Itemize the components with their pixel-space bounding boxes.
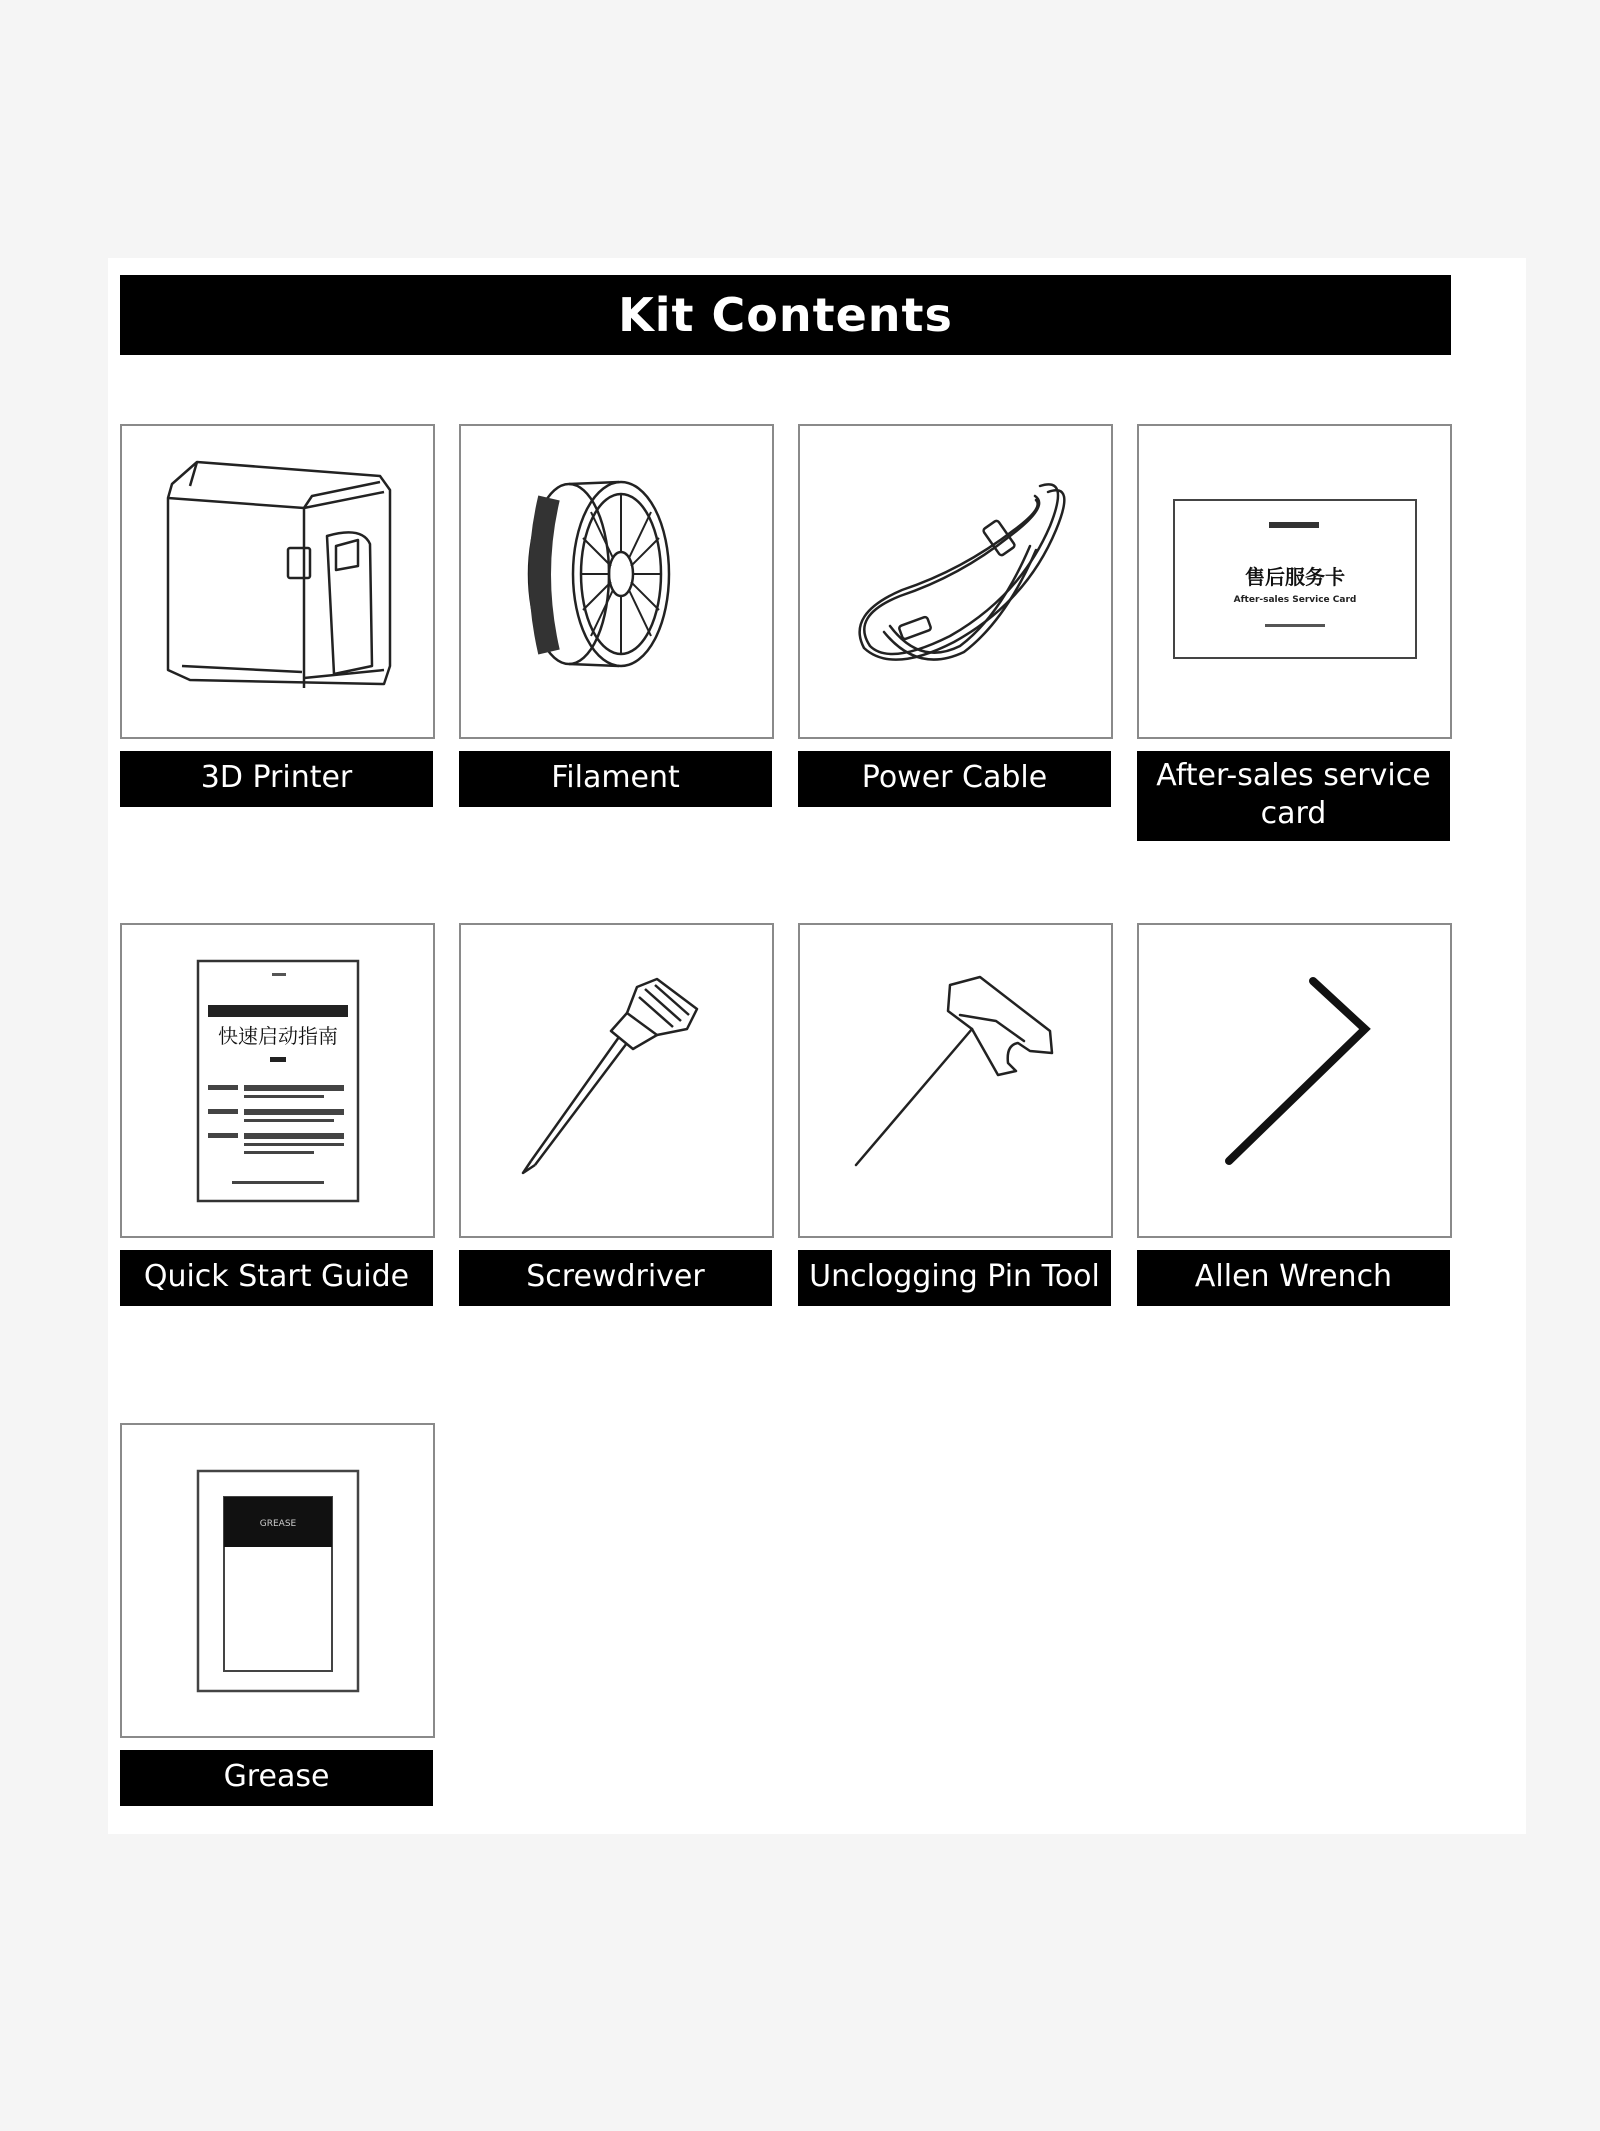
item-label: Filament <box>459 751 772 807</box>
service-card-icon <box>1139 426 1450 737</box>
kit-item-unclogging-pin <box>798 923 1111 1306</box>
grease-icon <box>122 1425 433 1736</box>
kit-item-power-cable <box>798 424 1111 807</box>
item-label: Power Cable <box>798 751 1111 807</box>
kit-item-3d-printer <box>120 424 433 807</box>
item-image-frame <box>1137 923 1452 1238</box>
kit-item-filament <box>459 424 772 807</box>
svg-text:GREASE: GREASE <box>259 1519 297 1529</box>
power-cable-icon <box>800 426 1111 737</box>
svg-text:After-sales Service Card: After-sales Service Card <box>1233 595 1357 605</box>
unclogging-pin-icon <box>800 925 1111 1236</box>
item-label: 3D Printer <box>120 751 433 807</box>
kit-item-quick-start-guide <box>120 923 433 1306</box>
item-image-frame <box>798 424 1113 739</box>
item-label: Unclogging Pin Tool <box>798 1250 1111 1306</box>
item-image-frame <box>120 424 435 739</box>
kit-contents-title: Kit Contents <box>120 275 1451 355</box>
svg-text:快速启动指南: 快速启动指南 <box>218 1024 338 1048</box>
item-image-frame <box>120 923 435 1238</box>
kit-item-screwdriver <box>459 923 772 1306</box>
item-label: Grease <box>120 1750 433 1806</box>
item-label: Screwdriver <box>459 1250 772 1306</box>
allen-wrench-icon <box>1139 925 1450 1236</box>
item-label: After-sales service card <box>1137 751 1450 841</box>
kit-item-service-card <box>1137 424 1450 841</box>
kit-contents-sheet <box>108 258 1526 1834</box>
kit-item-grease <box>120 1423 433 1806</box>
item-label: Allen Wrench <box>1137 1250 1450 1306</box>
item-image-frame <box>798 923 1113 1238</box>
item-image-frame <box>459 923 774 1238</box>
printer-icon <box>122 426 433 737</box>
item-label: Quick Start Guide <box>120 1250 433 1306</box>
item-image-frame <box>459 424 774 739</box>
svg-text:售后服务卡: 售后服务卡 <box>1245 565 1345 589</box>
item-image-frame <box>120 1423 435 1738</box>
kit-item-allen-wrench <box>1137 923 1450 1306</box>
filament-spool-icon <box>461 426 772 737</box>
item-image-frame <box>1137 424 1452 739</box>
screwdriver-icon <box>461 925 772 1236</box>
quick-start-guide-icon <box>122 925 433 1236</box>
